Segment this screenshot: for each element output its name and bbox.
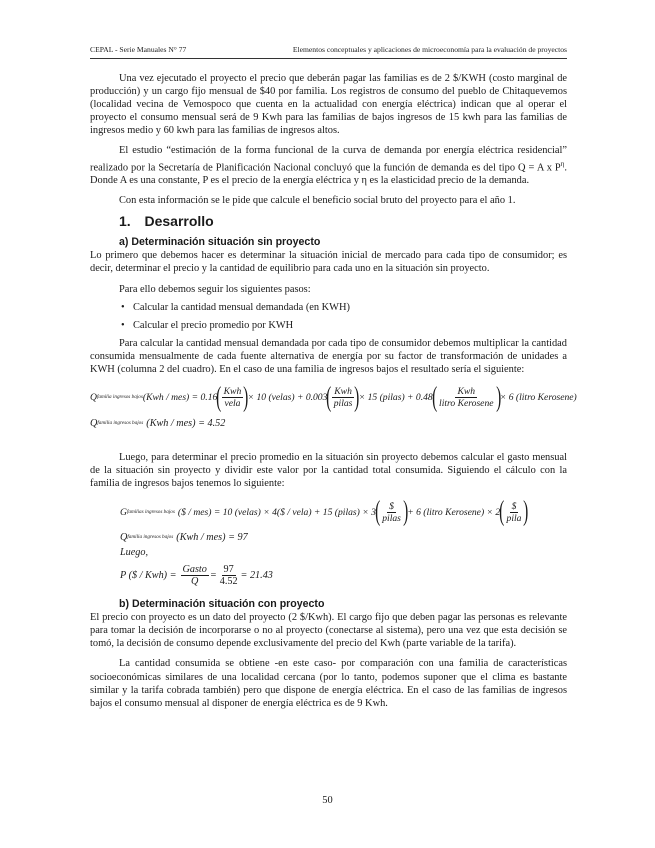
- equation-quantity-result: Q familia ingresos bajos (Kwh / mes) = 4.52: [90, 418, 226, 430]
- paragraph-steps-intro: Para ello debemos seguir los siguientes pasos:: [119, 283, 311, 295]
- running-header: [90, 45, 567, 59]
- section-title: Desarrollo: [144, 213, 214, 230]
- header-title: Elementos conceptuales y aplicaciones de microeconomía para la evaluación de proyectos: [292, 45, 567, 54]
- equation-block: [90, 495, 567, 590]
- equation-quantity-computation: Q familia ingresos bajos (Kwh / mes) = 0.16 ( Kwh vela ) × 10 (velas) + 0.003 ( Kwh pilas ) × 15 (pilas) + 0.48 ( Kwh litro Kerosene ) × 6 (litro Kerosene): [90, 381, 577, 413]
- header-series: CEPAL - Serie Manuales N° 77: [90, 45, 187, 54]
- paragraph-average-price-method: Luego, para determinar el precio promedio en la situación sin proyecto debemos calcular el gasto mensual de la situación sin proyecto y dividir este valor por la cantidad total consumida. Siguiendo el cálculo con la familia de ingresos bajos tenemos lo siguiente:: [90, 451, 567, 490]
- section-number: 1.: [119, 213, 131, 230]
- paragraph-with-project-price: El precio con proyecto es un dato del proyecto (2 $/Kwh). El cargo fijo que deben pagar las personas es relevante para tomar la decisión de incorporarse o no al proyecto (conectarse al sistema), pero una vez que esta decisión se tomó, la decisión de consumo depende exclusivamente del precio del Kwh (parte variable de la tarifa).: [90, 612, 567, 650]
- bullet-icon: •: [121, 301, 125, 313]
- paragraph-question: Con esta información se le pide que calcule el beneficio social bruto del proyecto para el año 1.: [119, 195, 516, 207]
- section-heading: [90, 212, 567, 231]
- equation-quantity-total: Q familia ingresos bajos (Kwh / mes) = 97: [120, 531, 248, 543]
- bullet-icon: •: [121, 319, 125, 331]
- steps-list: [90, 301, 567, 337]
- equation-expenditure: G familias ingresos bajos ($ / mes) = 10 (velas) × 4($ / vela) + 15 (pilas) × 3 ( $ pilas ) + 6 (litro Kerosene) × 2 ( $ pila ): [120, 496, 529, 528]
- subsection-heading-b: b) Determinación situación con proyecto: [119, 598, 325, 611]
- list-item: • Calcular la cantidad mensual demandada (en KWH): [121, 301, 350, 313]
- page-number: 50: [322, 795, 333, 806]
- list-item: • Calcular el precio promedio por KWH: [121, 319, 294, 331]
- subsection-heading-a: a) Determinación situación sin proyecto: [119, 236, 321, 249]
- page-body: [90, 72, 577, 710]
- paragraph-demand-study: El estudio “estimación de la forma funcional de la curva de demanda por energía eléctrica residencial” realizado por la Secretaría de Planificación Nacional concluyó que la función de demanda es del tipo Q = A x $P^\eta$. Donde A es una constante, P es el precio de la energía eléctrica y η es la elasticidad precio de la demanda.: [90, 145, 567, 187]
- equation-label: Luego,: [120, 547, 149, 559]
- paragraph-quantity-method: Para calcular la cantidad mensual demandada por cada tipo de consumidor debemos multiplicar la cantidad consumida mensualmente de cada fuente alternativa de energía por su factor de transformación de unidades a KWH (columna 2 del cuadro). En el caso de una familia de ingresos bajos el resultado sería el siguiente:: [90, 337, 567, 375]
- paragraph-project-price: Una vez ejecutado el proyecto el precio que deberán pagar las familias es de 2 $/KWH (costo marginal de producción) y un cargo fijo mensual de $40 por familia. Los registros de consumo del pueblo de Chitaquevemos (localidad vecina de Vemospoco que cuenta en la actualidad con energía eléctrica) indican que al operar el proyecto el consumo mensual será de 9 Kwh para las familias de bajos ingresos de 15 kwh para las familias de ingresos medio y 60 kwh para las familias de ingresos altos.: [90, 73, 567, 137]
- paragraph-consumption-comparison: La cantidad consumida se obtiene -en este caso- por comparación con una familia de características socioeconómicas similares de una localidad cercana (por lo tanto, podemos suponer que el clima es bastante similar y la tarifa cobrada también) pero que dispone de energía eléctrica. En el caso de las familias de ingresos bajos el consumo mensual al disponer de energía eléctrica es de 9 Kwh.: [90, 658, 567, 709]
- paragraph-initial-situation: Lo primero que debemos hacer es determinar la situación inicial de mercado para cada tipo de consumidor; es decir, determinar el precio y la cantidad de equilibrio para cada uno en la situación sin proyecto.: [90, 250, 567, 275]
- equation-average-price: P ($ / Kwh) = Gasto Q = $\frac{97}{4.52}$ = 21.43: [120, 563, 273, 587]
